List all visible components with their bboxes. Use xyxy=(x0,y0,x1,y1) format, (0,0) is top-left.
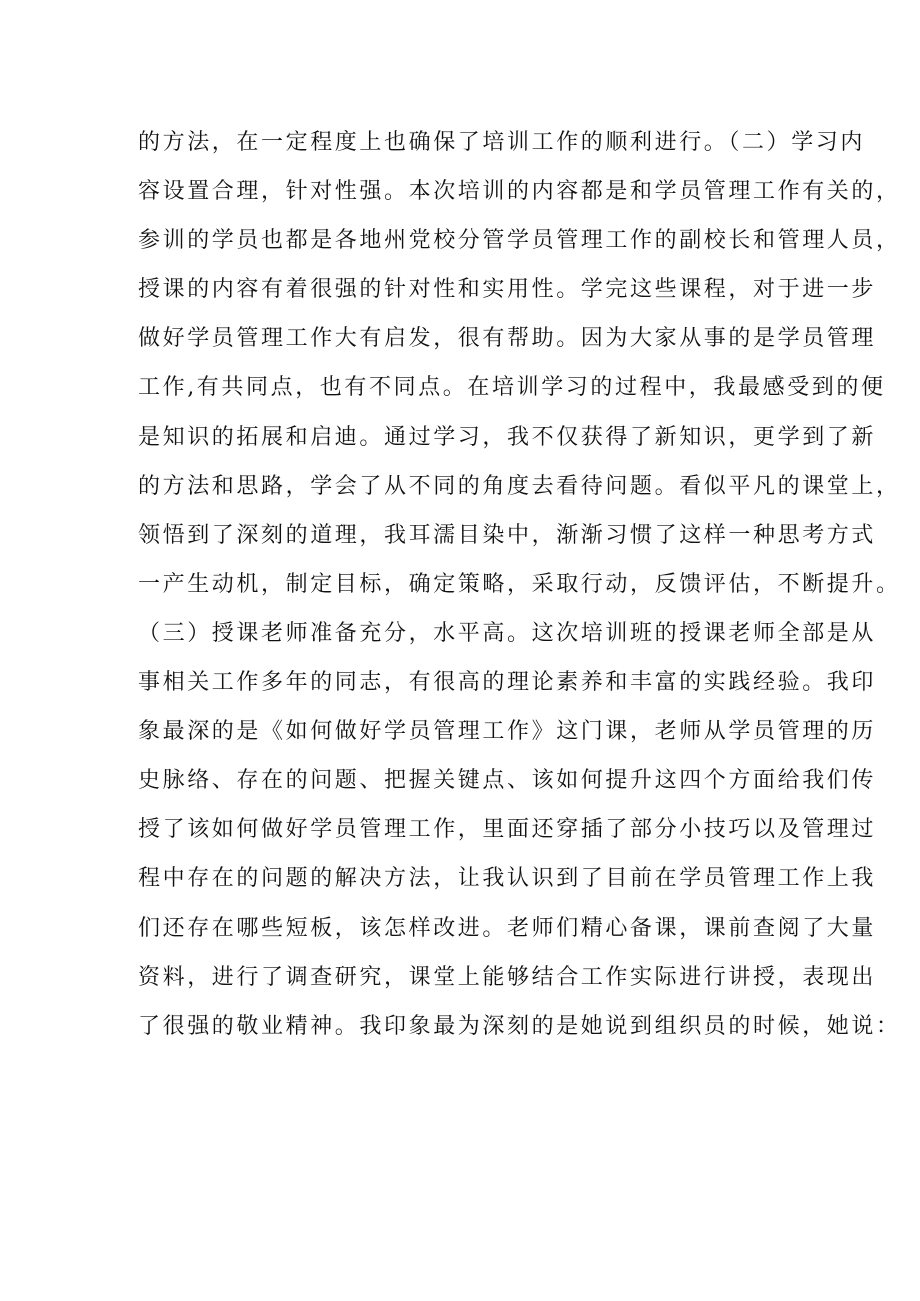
text-line-16: 程中存在的问题的解决方法，让我认识到了目前在学员管理工作上我 xyxy=(138,866,877,892)
text-line-19: 了很强的敬业精神。我印象最为深刻的是她说到组织员的时候，她说： xyxy=(138,1013,901,1039)
text-line-15: 授了该如何做好学员管理工作，里面还穿插了部分小技巧以及管理过 xyxy=(138,817,877,843)
text-line-8: 的方法和思路，学会了从不同的角度去看待问题。看似平凡的课堂上， xyxy=(138,473,901,499)
text-line-10: 一产生动机，制定目标，确定策略，采取行动，反馈评估，不断提升。 xyxy=(138,571,901,597)
text-line-6: 工作,有共同点，也有不同点。在培训学习的过程中，我最感受到的便 xyxy=(138,375,886,401)
text-line-11: （三）授课老师准备充分，水平高。这次培训班的授课老师全部是从 xyxy=(138,620,877,646)
text-line-14: 史脉络、存在的问题、把握关键点、该如何提升这四个方面给我们传 xyxy=(138,768,877,794)
text-line-7: 是知识的拓展和启迪。通过学习，我不仅获得了新知识，更学到了新 xyxy=(138,424,877,450)
text-line-3: 参训的学员也都是各地州党校分管学员管理工作的副校长和管理人员， xyxy=(138,228,901,254)
text-line-18: 资料，进行了调查研究，课堂上能够结合工作实际进行讲授，表现出 xyxy=(138,964,877,990)
body-text xyxy=(138,118,901,1051)
text-line-1: 的方法，在一定程度上也确保了培训工作的顺利进行。（二）学习内 xyxy=(138,130,866,155)
text-line-2: 容设置合理，针对性强。本次培训的内容都是和学员管理工作有关的， xyxy=(138,179,901,205)
text-line-17: 们还存在哪些短板，该怎样改进。老师们精心备课，课前查阅了大量 xyxy=(138,915,877,941)
text-line-12: 事相关工作多年的同志，有很高的理论素养和丰富的实践经验。我印 xyxy=(138,670,877,696)
text-line-5: 做好学员管理工作大有启发，很有帮助。因为大家从事的是学员管理 xyxy=(138,326,877,352)
text-line-4: 授课的内容有着很强的针对性和实用性。学完这些课程，对于进一步 xyxy=(138,277,877,303)
text-line-13: 象最深的是《如何做好学员管理工作》这门课，老师从学员管理的历 xyxy=(138,719,877,745)
text-line-9: 领悟到了深刻的道理，我耳濡目染中，渐渐习惯了这样一种思考方式 xyxy=(138,522,877,548)
